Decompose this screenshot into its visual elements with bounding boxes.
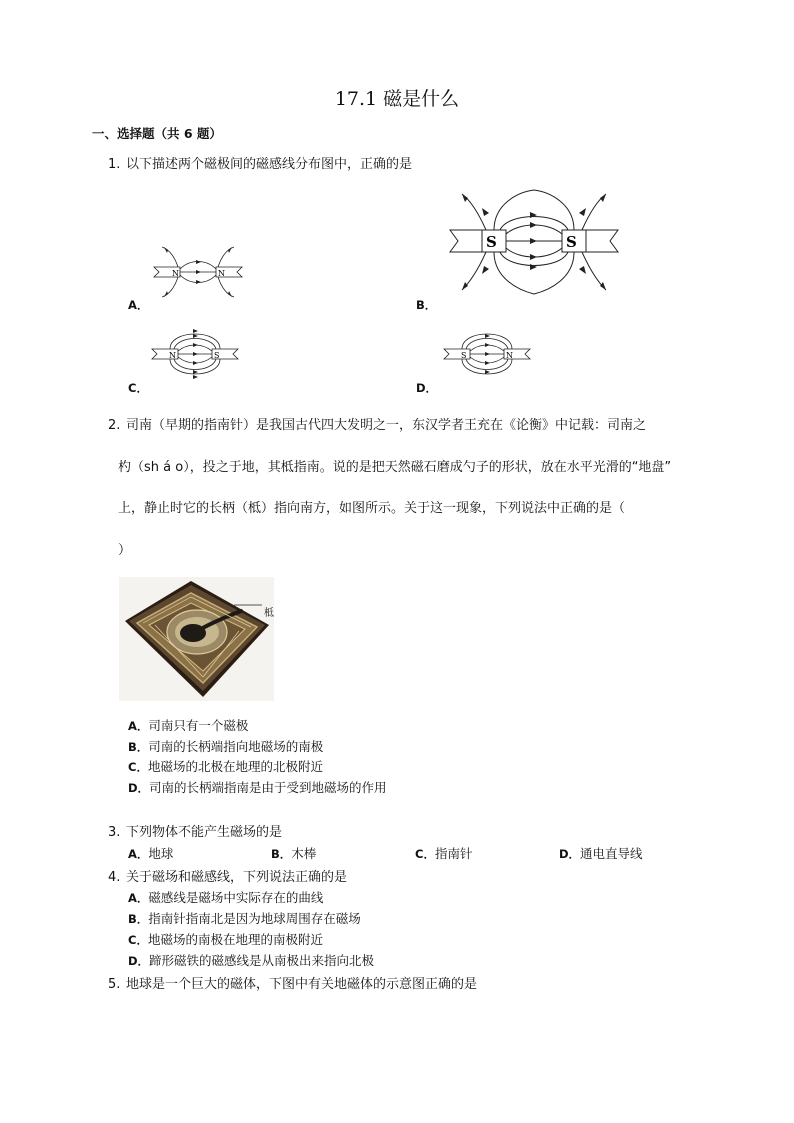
q2-option-d[interactable]	[128, 778, 387, 796]
question-2-line-2: 杓（sh á o），投之于地，其柢指南。说的是把天然磁石磨成勺子的形状，放在水平光滑的“地盘”	[118, 460, 672, 475]
q4-option-b-text: 指南针指南北是因为地球周围存在磁场	[148, 911, 361, 926]
q2-option-c-text: 地磁场的北极在地理的北极附近	[147, 759, 323, 774]
q1-option-b-label: B．	[416, 298, 437, 312]
q2-option-c[interactable]	[128, 757, 323, 775]
photo-callout-label: 柢	[264, 608, 274, 619]
question-4-number: 4.	[108, 870, 121, 885]
question-1-number: 1.	[108, 157, 121, 172]
q1-option-a-label: A．	[128, 298, 149, 312]
q4-option-c-text: 地磁场的南极在地理的南极附近	[147, 932, 323, 947]
q1-option-a[interactable]	[128, 297, 148, 313]
q3-option-d[interactable]	[559, 844, 643, 862]
q2-option-b[interactable]	[128, 737, 323, 755]
q2-option-d-label: D．	[128, 781, 150, 795]
q2-option-a-text: 司南只有一个磁极	[148, 718, 249, 733]
question-4	[108, 866, 347, 885]
q3-option-a-text: 地球	[148, 846, 174, 861]
q1-option-d-label: D．	[416, 381, 438, 395]
question-3-number: 3.	[108, 825, 121, 840]
figure-q1-option-a	[150, 243, 246, 301]
q4-option-b[interactable]	[128, 909, 361, 927]
photo-callout-line	[234, 601, 264, 609]
q4-option-a-label: A．	[128, 891, 149, 905]
q1-option-a-pole-right-glyph: N	[218, 269, 225, 278]
q3-option-d-label: D．	[559, 847, 581, 861]
question-5-stem: 地球是一个巨大的磁体，下图中有关地磁体的示意图正确的是	[126, 977, 478, 992]
q3-option-c-label: C．	[415, 847, 435, 861]
q2-option-d-text: 司南的长柄端指南是由于受到地磁场的作用	[149, 780, 387, 795]
q1-option-c-label: C．	[128, 381, 148, 395]
figure-q1-option-d	[442, 325, 532, 383]
q3-option-a[interactable]	[128, 844, 173, 862]
q1-option-b-pole-right: S	[566, 233, 577, 251]
q1-option-c-pole-left: N	[169, 351, 176, 360]
q3-option-b-label: B．	[271, 847, 292, 861]
question-4-stem: 关于磁场和磁感线，下列说法正确的是	[126, 870, 348, 885]
q4-option-a[interactable]	[128, 888, 323, 906]
q4-option-c-label: C．	[128, 933, 148, 947]
q1-option-c[interactable]	[128, 380, 148, 396]
question-2-number: 2.	[108, 418, 121, 433]
q2-option-b-text: 司南的长柄端指向地磁场的南极	[148, 739, 324, 754]
q2-option-c-label: C．	[128, 760, 148, 774]
q3-option-b-text: 木棒	[291, 846, 317, 861]
q1-option-b-pole-left: S	[486, 233, 497, 251]
q4-option-d-label: D．	[128, 954, 150, 968]
question-5-number: 5.	[108, 977, 121, 992]
question-2-text-1: 司南（早期的指南针）是我国古代四大发明之一，东汉学者王充在《论衡》中记载：司南之	[126, 418, 647, 433]
q1-option-d-pole-right: N	[506, 351, 513, 360]
q3-option-a-label: A．	[128, 847, 149, 861]
q4-option-b-label: B．	[128, 912, 149, 926]
question-3	[108, 821, 282, 840]
q4-option-d[interactable]	[128, 951, 374, 969]
q1-option-a-pole-left-glyph: N	[172, 269, 179, 278]
question-2-line-1	[108, 414, 646, 433]
q4-option-c[interactable]	[128, 930, 323, 948]
q3-option-c-text: 指南针	[434, 846, 473, 861]
q2-option-a[interactable]	[128, 716, 248, 734]
question-1-stem: 以下描述两个磁极间的磁感线分布图中，正确的是	[126, 157, 413, 172]
q2-option-a-label: A．	[128, 719, 149, 733]
q3-option-d-text: 通电直导线	[580, 846, 643, 861]
q4-option-d-text: 蹄形磁铁的磁感线是从南极出来指向北极	[149, 953, 375, 968]
q2-option-b-label: B．	[128, 740, 149, 754]
q1-option-b[interactable]	[416, 297, 436, 313]
sinan-photo	[119, 577, 274, 701]
q3-option-b[interactable]	[271, 844, 316, 862]
section-heading: 一、选择题（共 6 题）	[92, 126, 222, 141]
figure-q1-option-b	[448, 186, 620, 298]
question-1	[108, 153, 412, 172]
q4-option-a-text: 磁感线是磁场中实际存在的曲线	[148, 890, 324, 905]
question-2-line-4: ）	[118, 543, 132, 558]
question-5	[108, 973, 477, 992]
page-title: 17.1 磁是什么	[334, 88, 460, 110]
figure-q1-option-c	[150, 325, 240, 383]
q1-option-d[interactable]	[416, 380, 437, 396]
question-2-line-3: 上，静止时它的长柄（柢）指向南方，如图所示。关于这一现象，下列说法中正确的是（	[118, 501, 626, 516]
question-3-stem: 下列物体不能产生磁场的是	[126, 825, 283, 840]
q3-option-c[interactable]	[415, 844, 472, 862]
q1-option-d-pole-left: S	[461, 351, 467, 360]
q1-option-c-pole-right: S	[214, 351, 220, 360]
